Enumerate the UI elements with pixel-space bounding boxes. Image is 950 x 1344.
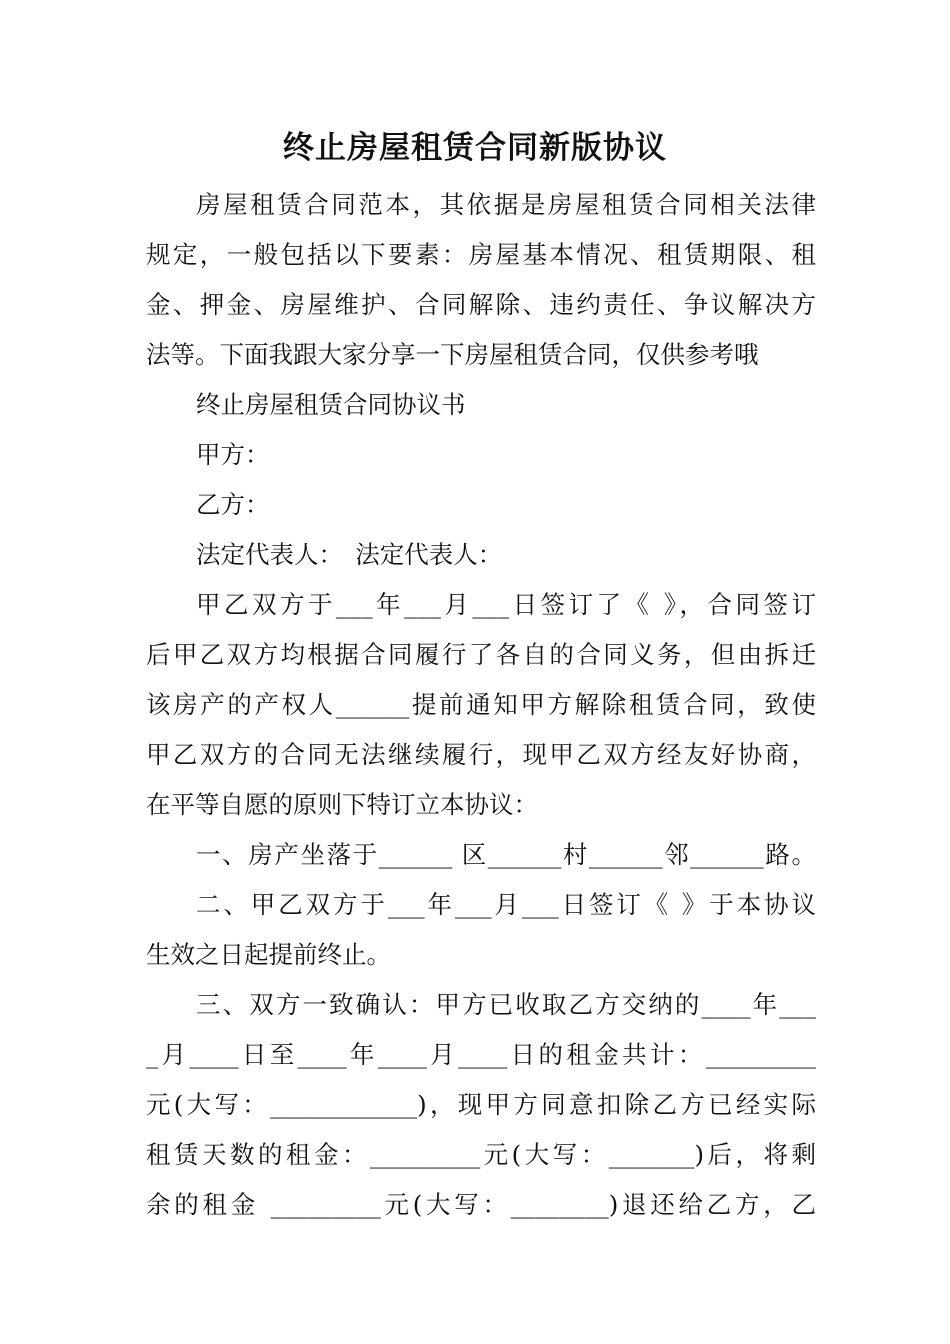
- party-a-label: 甲方：: [196, 440, 270, 469]
- clause-2-line: 二、甲乙双方于___年___月___日签订《 》于本协议: [196, 890, 816, 919]
- party-b-label: 乙方：: [196, 490, 270, 519]
- agreement-heading: 终止房屋租赁合同协议书: [196, 390, 466, 419]
- intro-line: 房屋租赁合同范本，其依据是房屋租赁合同相关法律: [196, 190, 816, 219]
- clause-3-line: 元(大写：____________)，现甲方同意扣除乙方已经实际: [146, 1090, 816, 1119]
- preamble-line: 甲乙双方于___年___月___日签订了《 》，合同签订: [196, 590, 816, 619]
- preamble-line: 甲乙双方的合同无法继续履行，现甲乙双方经友好协商，: [146, 740, 816, 769]
- clause-3-line: 租赁天数的租金：_________元(大写：_______)后，将剩: [146, 1140, 816, 1169]
- legal-representative-labels: 法定代表人： 法定代表人：: [196, 540, 503, 569]
- clause-2-line: 生效之日起提前终止。: [146, 940, 391, 969]
- clause-3-line: 三、双方一致确认：甲方已收取乙方交纳的____年___: [196, 990, 816, 1019]
- clause-1: 一、房产坐落于______ 区______村______邻______路。: [196, 840, 816, 869]
- intro-line: 规定，一般包括以下要素：房屋基本情况、租赁期限、租: [146, 240, 816, 269]
- preamble-line: 后甲乙双方均根据合同履行了各自的合同义务，但由拆迁: [146, 640, 816, 669]
- clause-3-line: _月____日至____年____月____日的租金共计：_________: [146, 1040, 816, 1069]
- document-body: [146, 180, 816, 1230]
- preamble-line: 在平等自愿的原则下特订立本协议：: [146, 790, 538, 819]
- intro-line: 金、押金、房屋维护、合同解除、违约责任、争议解决方: [146, 290, 816, 319]
- preamble-line: 该房产的产权人______提前通知甲方解除租赁合同，致使: [146, 690, 816, 719]
- intro-line: 法等。下面我跟大家分享一下房屋租赁合同，仅供参考哦: [146, 340, 759, 369]
- document-title: 终止房屋租赁合同新版协议: [283, 130, 667, 166]
- clause-3-line: 余的租金 _________元(大写：________)退还给乙方，乙: [146, 1190, 816, 1219]
